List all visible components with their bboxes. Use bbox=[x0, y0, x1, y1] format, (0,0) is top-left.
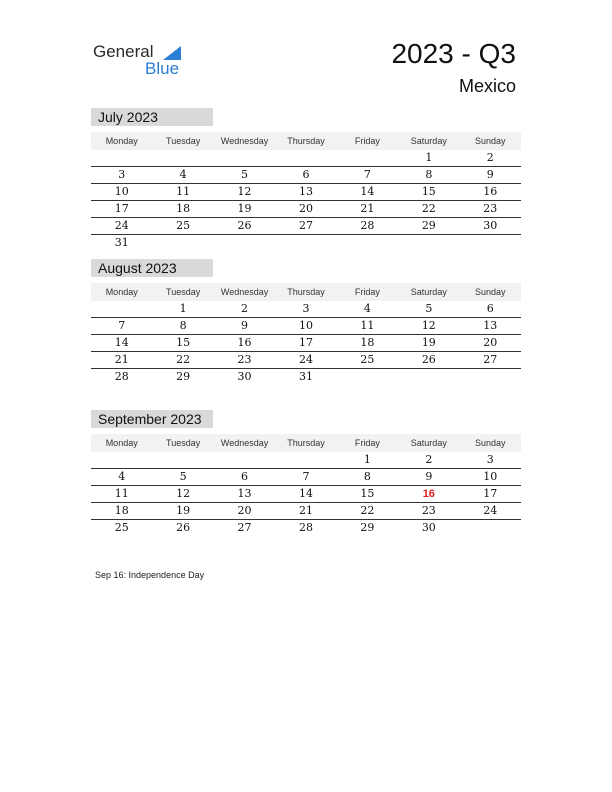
day-cell: 29 bbox=[360, 521, 375, 534]
day-cell bbox=[214, 452, 275, 468]
day-cell: 26 bbox=[176, 521, 191, 534]
day-cell: 12 bbox=[176, 487, 191, 500]
day-cell bbox=[91, 452, 152, 468]
day-cell bbox=[398, 235, 459, 251]
day-cell: 8 bbox=[425, 168, 433, 181]
day-cell: 9 bbox=[241, 319, 249, 332]
day-cell: 22 bbox=[360, 504, 375, 517]
day-cell: 15 bbox=[360, 487, 375, 500]
day-cell: 6 bbox=[302, 168, 310, 181]
day-cell: 16 bbox=[422, 488, 435, 500]
day-cell: 19 bbox=[237, 202, 252, 215]
day-cell: 21 bbox=[298, 504, 313, 517]
day-cell: 25 bbox=[176, 219, 191, 232]
day-cell: 7 bbox=[118, 319, 126, 332]
day-cell: 7 bbox=[302, 470, 310, 483]
week-row bbox=[91, 201, 521, 218]
week-row bbox=[91, 218, 521, 235]
country-name: Mexico bbox=[458, 76, 516, 96]
day-cell: 18 bbox=[114, 504, 129, 517]
week-row bbox=[91, 150, 521, 167]
day-cell: 3 bbox=[118, 168, 126, 181]
day-cell: 2 bbox=[425, 453, 433, 466]
day-cell: 6 bbox=[241, 470, 249, 483]
day-cell: 11 bbox=[360, 319, 375, 332]
day-cell: 27 bbox=[298, 219, 313, 232]
day-cell: 5 bbox=[179, 470, 187, 483]
day-cell: 22 bbox=[176, 353, 191, 366]
day-cell: 15 bbox=[176, 336, 191, 349]
weekday-label: Friday bbox=[354, 287, 380, 297]
week-row bbox=[91, 452, 521, 469]
day-cell: 21 bbox=[114, 353, 129, 366]
day-cell: 5 bbox=[425, 302, 433, 315]
day-cell bbox=[275, 235, 336, 251]
day-cell: 26 bbox=[237, 219, 252, 232]
day-cell bbox=[398, 369, 459, 385]
week-row bbox=[91, 235, 521, 251]
day-cell bbox=[275, 150, 336, 166]
weekday-header bbox=[91, 434, 521, 452]
week-row bbox=[91, 301, 521, 318]
day-cell: 19 bbox=[421, 336, 436, 349]
day-cell: 18 bbox=[176, 202, 191, 215]
day-cell: 8 bbox=[179, 319, 187, 332]
day-cell: 1 bbox=[363, 453, 371, 466]
week-row bbox=[91, 520, 521, 536]
day-cell: 2 bbox=[486, 151, 494, 164]
day-cell: 3 bbox=[486, 453, 494, 466]
day-cell bbox=[152, 235, 213, 251]
day-cell: 22 bbox=[421, 202, 436, 215]
day-cell: 31 bbox=[298, 370, 313, 383]
day-cell bbox=[91, 150, 152, 166]
day-cell bbox=[91, 301, 152, 317]
day-cell: 7 bbox=[363, 168, 371, 181]
day-cell: 17 bbox=[483, 487, 498, 500]
day-cell: 13 bbox=[483, 319, 498, 332]
day-cell: 23 bbox=[237, 353, 252, 366]
day-cell: 16 bbox=[237, 336, 252, 349]
weekday-label: Thursday bbox=[287, 438, 325, 448]
day-cell: 8 bbox=[363, 470, 371, 483]
day-cell: 29 bbox=[421, 219, 436, 232]
day-cell: 31 bbox=[114, 236, 129, 249]
day-cell: 24 bbox=[298, 353, 313, 366]
weekday-label: Friday bbox=[354, 136, 380, 146]
weekday-label: Wednesday bbox=[220, 136, 269, 146]
day-cell: 12 bbox=[237, 185, 252, 198]
day-cell: 27 bbox=[237, 521, 252, 534]
month-name: September 2023 bbox=[91, 410, 213, 428]
day-cell: 9 bbox=[486, 168, 494, 181]
day-cell: 25 bbox=[360, 353, 375, 366]
weekday-header bbox=[91, 283, 521, 301]
day-cell: 14 bbox=[298, 487, 313, 500]
day-cell: 4 bbox=[363, 302, 371, 315]
day-cell: 25 bbox=[114, 521, 129, 534]
weekday-label: Saturday bbox=[410, 438, 447, 448]
day-cell: 30 bbox=[237, 370, 252, 383]
day-cell bbox=[337, 235, 398, 251]
weekday-label: Monday bbox=[105, 136, 138, 146]
month-september bbox=[91, 410, 521, 536]
day-cell: 1 bbox=[425, 151, 433, 164]
day-cell: 9 bbox=[425, 470, 433, 483]
day-cell: 19 bbox=[176, 504, 191, 517]
day-cell: 20 bbox=[237, 504, 252, 517]
day-cell: 10 bbox=[114, 185, 129, 198]
day-cell: 2 bbox=[241, 302, 249, 315]
weekday-label: Tuesday bbox=[166, 287, 201, 297]
weekday-label: Sunday bbox=[474, 287, 506, 297]
week-row bbox=[91, 352, 521, 369]
weekday-label: Saturday bbox=[410, 136, 447, 146]
quarter-title: 2023 - Q3 bbox=[391, 38, 516, 69]
day-cell: 23 bbox=[483, 202, 498, 215]
week-row bbox=[91, 486, 521, 503]
day-cell bbox=[460, 520, 521, 536]
day-cell: 20 bbox=[483, 336, 498, 349]
day-cell: 24 bbox=[114, 219, 129, 232]
week-row bbox=[91, 503, 521, 520]
day-cell: 4 bbox=[179, 168, 187, 181]
day-cell bbox=[152, 150, 213, 166]
logo-text-blue: Blue bbox=[145, 59, 180, 78]
month-august bbox=[91, 259, 521, 385]
day-cell: 1 bbox=[179, 302, 187, 315]
week-row bbox=[91, 369, 521, 385]
weekday-label: Tuesday bbox=[166, 438, 201, 448]
logo-text-general: General bbox=[93, 42, 154, 61]
week-row bbox=[91, 318, 521, 335]
day-cell: 24 bbox=[483, 504, 498, 517]
day-cell: 26 bbox=[421, 353, 436, 366]
day-cell: 11 bbox=[176, 185, 191, 198]
day-cell: 5 bbox=[241, 168, 249, 181]
weekday-label: Wednesday bbox=[220, 438, 269, 448]
day-cell bbox=[275, 452, 336, 468]
day-cell: 13 bbox=[237, 487, 252, 500]
weekday-label: Tuesday bbox=[166, 136, 201, 146]
weekday-label: Friday bbox=[354, 438, 380, 448]
day-cell: 6 bbox=[486, 302, 494, 315]
day-cell: 21 bbox=[360, 202, 375, 215]
week-row bbox=[91, 469, 521, 486]
day-cell: 16 bbox=[483, 185, 498, 198]
day-cell: 17 bbox=[114, 202, 129, 215]
day-cell: 14 bbox=[114, 336, 129, 349]
month-weeks bbox=[91, 150, 521, 251]
day-cell: 28 bbox=[360, 219, 375, 232]
day-cell bbox=[460, 369, 521, 385]
weekday-label: Monday bbox=[105, 438, 138, 448]
weekday-label: Saturday bbox=[410, 287, 447, 297]
day-cell: 11 bbox=[114, 487, 129, 500]
weekday-label: Wednesday bbox=[220, 287, 269, 297]
month-weeks bbox=[91, 452, 521, 536]
day-cell: 20 bbox=[298, 202, 313, 215]
day-cell: 27 bbox=[483, 353, 498, 366]
day-cell: 14 bbox=[360, 185, 375, 198]
day-cell: 28 bbox=[114, 370, 129, 383]
weekday-label: Monday bbox=[105, 287, 138, 297]
day-cell: 12 bbox=[421, 319, 436, 332]
day-cell bbox=[337, 150, 398, 166]
day-cell: 18 bbox=[360, 336, 375, 349]
month-weeks bbox=[91, 301, 521, 385]
day-cell bbox=[214, 150, 275, 166]
day-cell: 3 bbox=[302, 302, 310, 315]
day-cell: 4 bbox=[118, 470, 126, 483]
day-cell: 10 bbox=[483, 470, 498, 483]
day-cell bbox=[152, 452, 213, 468]
day-cell: 23 bbox=[421, 504, 436, 517]
day-cell bbox=[214, 235, 275, 251]
week-row bbox=[91, 335, 521, 352]
weekday-label: Sunday bbox=[474, 136, 506, 146]
day-cell bbox=[460, 235, 521, 251]
month-name: August 2023 bbox=[91, 259, 213, 277]
weekday-label: Thursday bbox=[287, 287, 325, 297]
day-cell: 13 bbox=[298, 185, 313, 198]
day-cell: 29 bbox=[176, 370, 191, 383]
weekday-label: Thursday bbox=[287, 136, 325, 146]
day-cell: 30 bbox=[483, 219, 498, 232]
week-row bbox=[91, 167, 521, 184]
logo-triangle-icon bbox=[163, 46, 181, 60]
day-cell: 17 bbox=[298, 336, 313, 349]
day-cell: 28 bbox=[298, 521, 313, 534]
month-july bbox=[91, 108, 521, 251]
weekday-header bbox=[91, 132, 521, 150]
week-row bbox=[91, 184, 521, 201]
weekday-label: Sunday bbox=[474, 438, 506, 448]
month-name: July 2023 bbox=[91, 108, 213, 126]
day-cell: 30 bbox=[421, 521, 436, 534]
day-cell: 10 bbox=[298, 319, 313, 332]
holiday-note: Sep 16: Independence Day bbox=[95, 570, 205, 580]
day-cell: 15 bbox=[421, 185, 436, 198]
day-cell bbox=[337, 369, 398, 385]
generalblue-logo bbox=[93, 42, 193, 82]
